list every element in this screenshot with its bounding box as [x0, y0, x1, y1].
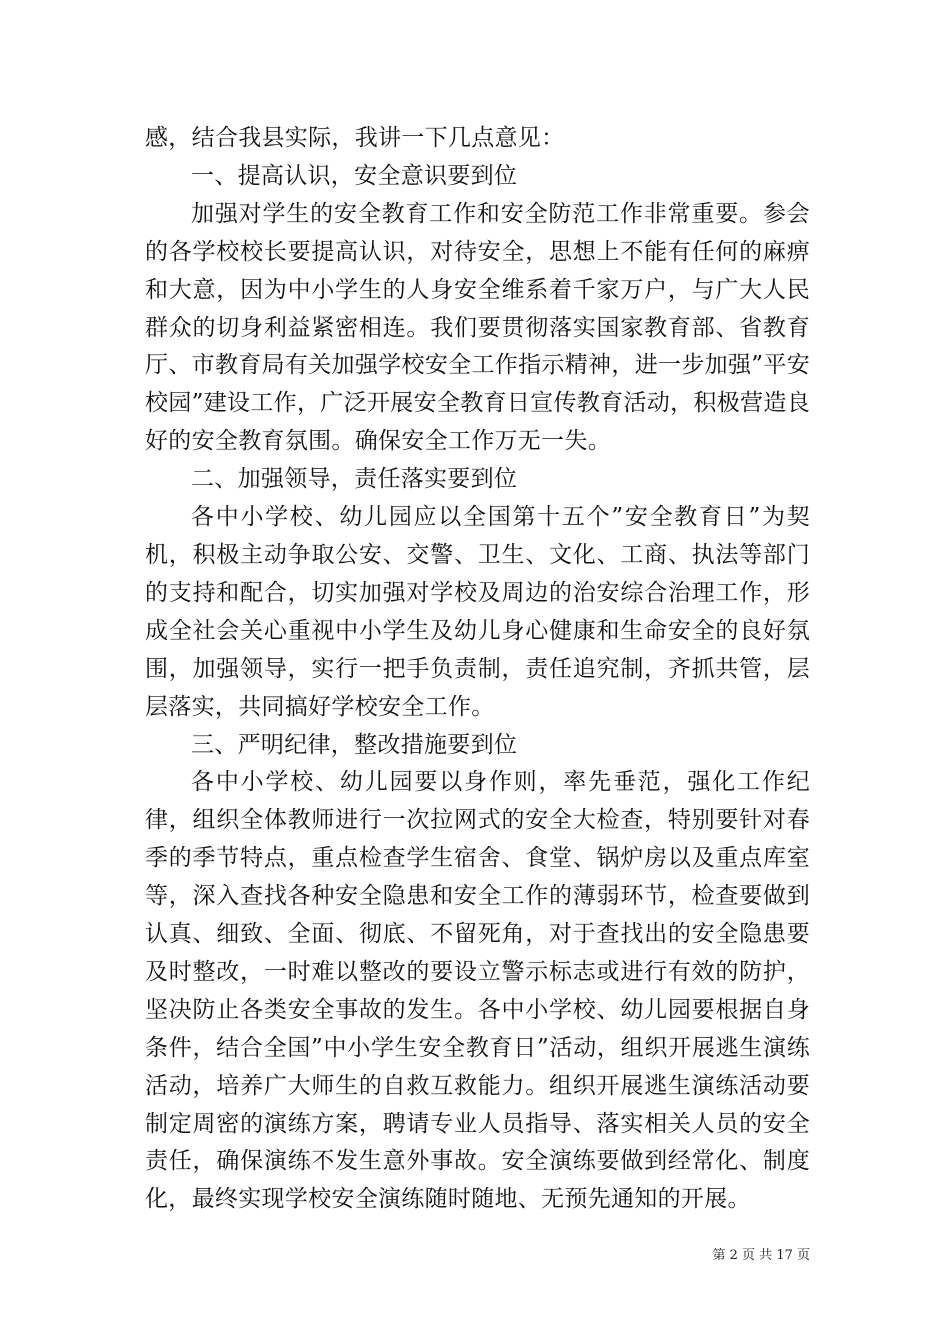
- paragraph-3: 各中小学校、幼儿园要以身作则，率先垂范，强化工作纪律，组织全体教师进行一次拉网式的安全大检查，特别要针对春季的季节特点，重点检查学生宿舍、食堂、锅炉房以及重点库室等，深入查找各种安全隐患和安全工作的薄弱环节，检查要做到认真、细致、全面、彻底、不留死角，对于查找出的安全隐患要及时整改，一时难以整改的要设立警示标志或进行有效的防护，坚决防止各类安全事故的发生。各中小学校、幼儿园要根据自身条件，结合全国”中小学生安全教育日”活动，组织开展逃生演练活动，培养广大师生的自救互救能力。组织开展逃生演练活动要制定周密的演练方案，聘请专业人员指导、落实相关人员的安全责任，确保演练不发生意外事故。安全演练要做到经常化、制度化，最终实现学校安全演练随时随地、无预先通知的开展。: [145, 769, 810, 1213]
- document-body: [145, 120, 810, 1219]
- section-heading-3: 三、严明纪律，整改措施要到位: [191, 731, 518, 758]
- page-number-footer: 第 2 页 共 17 页: [712, 1248, 810, 1263]
- paragraph-1: 加强对学生的安全教育工作和安全防范工作非常重要。参会的各学校校长要提高认识，对待安全，思想上不能有任何的麻痹和大意，因为中小学生的人身安全维系着千家万户，与广大人民群众的切身利益紧密相连。我们要贯彻落实国家教育部、省教育厅、市教育局有关加强学校安全工作指示精神，进一步加强”平安校园”建设工作，广泛开展安全教育日宣传教育活动，积极营造良好的安全教育氛围。确保安全工作万无一失。: [145, 200, 810, 455]
- section-heading-2: 二、加强领导，责任落实要到位: [191, 466, 518, 493]
- paragraph-continuation: 感，结合我县实际，我讲一下几点意见：: [145, 125, 565, 151]
- paragraph-2: 各中小学校、幼儿园应以全国第十五个”安全教育日”为契机，积极主动争取公安、交警、卫生、文化、工商、执法等部门的支持和配合，切实加强对学校及周边的治安综合治理工作，形成全社会关心重视中小学生及幼儿身心健康和生命安全的良好氛围，加强领导，实行一把手负责制，责任追究制，齐抓共管，层层落实，共同搞好学校安全工作。: [145, 504, 810, 720]
- section-heading-1: 一、提高认识，安全意识要到位: [191, 162, 518, 189]
